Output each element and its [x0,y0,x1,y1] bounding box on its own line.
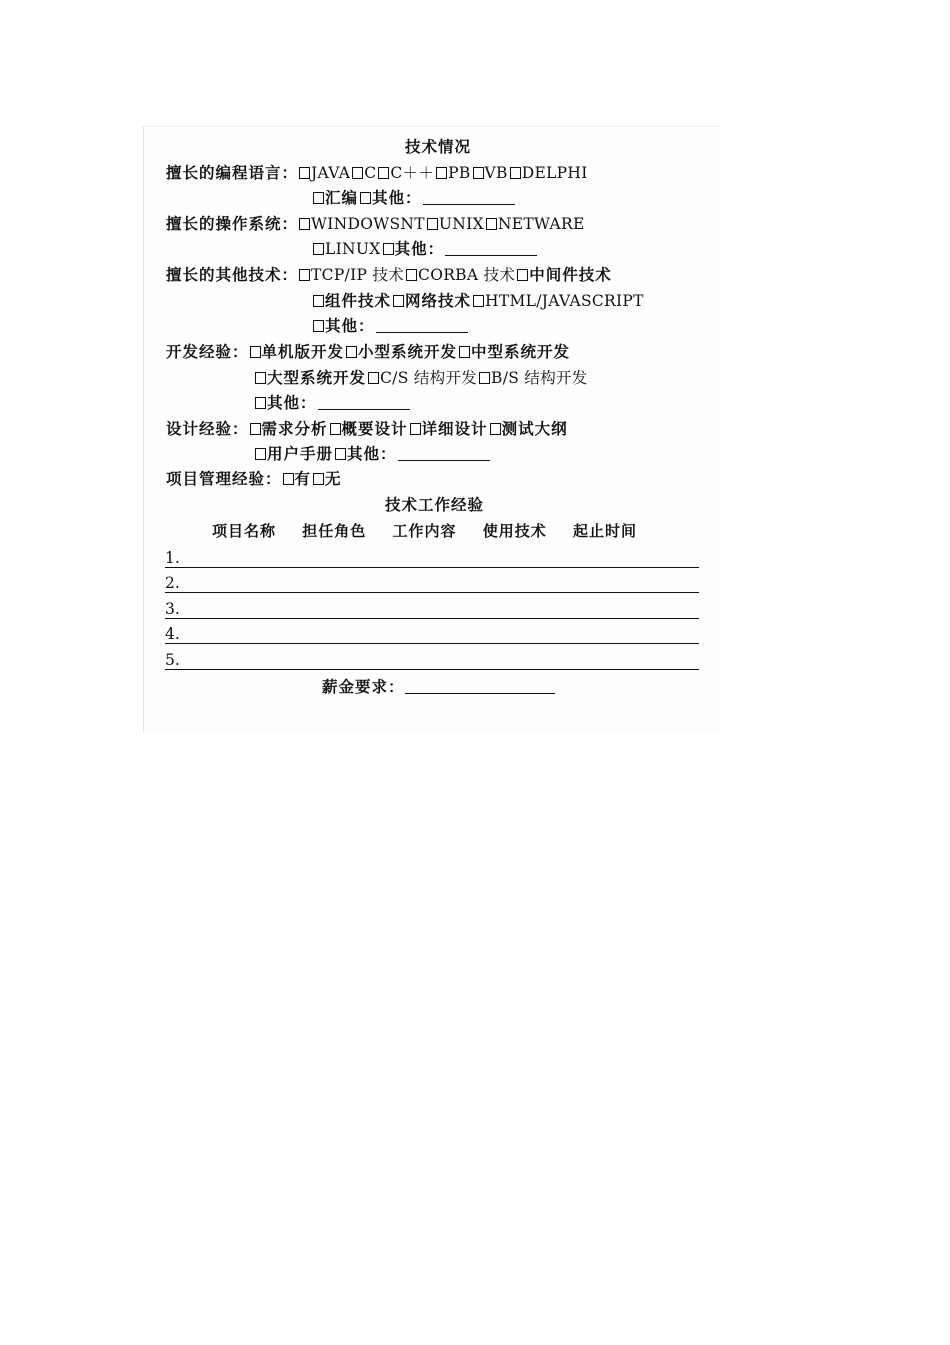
row-number: 5. [165,651,180,669]
row-line [165,567,699,568]
checkbox[interactable] [346,346,357,358]
checkbox[interactable] [330,423,341,435]
work-columns [212,521,657,541]
option-bs: B/S 结构开发 [491,369,588,387]
work-row[interactable] [165,624,699,644]
option-requirements: 需求分析 [261,419,328,438]
row-number: 3. [165,600,180,618]
checkbox[interactable] [250,346,261,358]
option-other: 其他： [372,188,422,207]
work-title: 技术工作经验 [385,495,485,514]
column-header: 工作内容 [392,522,457,540]
row-number: 1. [165,549,180,567]
pm-line-1 [166,469,343,489]
option-pb: PB [448,164,471,182]
checkbox[interactable] [250,423,261,435]
option-tcpip: TCP/IP 技术 [311,266,405,284]
checkbox[interactable] [299,167,310,179]
checkbox[interactable] [510,167,521,179]
checkbox[interactable] [335,448,346,460]
design-line-1 [166,419,569,439]
option-netware: NETWARE [497,215,585,233]
checkbox[interactable] [427,218,438,230]
dev-label: 开发经验： [166,342,249,361]
option-html-js: HTML/JAVASCRIPT [485,292,644,310]
checkbox[interactable] [299,218,310,230]
dev-line-3 [254,393,410,413]
option-cs: C/S 结构开发 [380,369,478,387]
checkbox[interactable] [283,473,294,485]
row-line [165,669,699,670]
row-number: 4. [165,625,180,643]
option-yes: 有 [294,469,312,488]
dev-line-2 [254,368,589,388]
option-standalone: 单机版开发 [261,342,345,361]
option-no: 无 [325,469,342,488]
checkbox[interactable] [436,167,447,179]
option-detailed-design: 详细设计 [421,419,488,438]
work-row[interactable] [165,599,699,619]
checkbox[interactable] [313,320,324,332]
checkbox[interactable] [313,192,324,204]
os-line-1 [166,214,586,234]
fill-blank[interactable] [423,190,515,205]
other-line-2 [312,291,645,311]
fill-blank[interactable] [445,241,537,256]
checkbox[interactable] [255,397,266,409]
row-line [165,643,699,644]
fill-blank[interactable] [398,446,490,461]
checkbox[interactable] [459,346,470,358]
checkbox[interactable] [378,167,389,179]
salary-blank[interactable] [405,679,555,694]
work-row[interactable] [165,650,699,670]
design-line-2 [254,444,490,464]
checkbox[interactable] [313,243,324,255]
checkbox[interactable] [517,269,528,281]
row-number: 2. [165,574,180,592]
option-unix: UNIX [438,215,484,233]
column-header: 担任角色 [302,522,367,540]
pm-label: 项目管理经验： [166,469,282,488]
option-other: 其他： [347,444,397,463]
languages-line-1 [166,163,589,183]
column-header: 起止时间 [573,522,638,540]
option-test-outline: 测试大纲 [501,419,568,438]
option-cpp: C＋＋ [390,164,435,182]
salary-label: 薪金要求： [322,677,405,696]
dev-line-1 [166,342,571,362]
option-user-manual: 用户手册 [267,444,334,463]
option-assembly: 汇编 [325,188,359,207]
checkbox[interactable] [479,372,490,384]
option-middleware: 中间件技术 [529,265,612,284]
checkbox[interactable] [360,192,371,204]
option-other: 其他： [267,393,317,412]
checkbox[interactable] [255,372,266,384]
checkbox[interactable] [368,372,379,384]
checkbox[interactable] [255,448,266,460]
checkbox[interactable] [473,295,484,307]
other-label: 擅长的其他技术： [166,265,299,284]
other-line-1 [166,265,613,285]
option-windowsnt: WINDOWSNT [311,215,425,233]
option-small-system: 小型系统开发 [358,342,458,361]
option-vb: VB [484,164,508,182]
option-outline-design: 概要设计 [341,419,408,438]
os-line-2 [312,239,537,259]
option-other: 其他： [325,316,375,335]
languages-line-2 [312,188,515,208]
checkbox[interactable] [352,167,363,179]
os-label: 擅长的操作系统： [166,214,299,233]
column-header: 项目名称 [212,522,277,540]
work-row[interactable] [165,573,699,593]
work-row[interactable] [165,548,699,568]
option-medium-system: 中型系统开发 [471,342,571,361]
option-component: 组件技术 [325,291,392,310]
salary-line [322,677,555,697]
tech-title: 技术情况 [405,137,472,156]
option-other: 其他： [394,239,445,258]
checkbox[interactable] [410,423,421,435]
fill-blank[interactable] [318,395,410,410]
other-line-3 [312,316,468,336]
option-java: JAVA [311,164,351,182]
column-header: 使用技术 [482,522,547,540]
checkbox[interactable] [393,295,404,307]
checkbox[interactable] [313,473,324,485]
option-network: 网络技术 [405,291,472,310]
fill-blank[interactable] [376,318,468,333]
option-linux: LINUX [325,240,381,258]
checkbox[interactable] [486,218,497,230]
checkbox[interactable] [490,423,501,435]
checkbox[interactable] [383,243,394,255]
option-c: C [364,164,377,182]
row-line [165,592,699,593]
checkbox[interactable] [406,269,417,281]
design-label: 设计经验： [166,419,249,438]
option-delphi: DELPHI [521,164,588,182]
checkbox[interactable] [299,269,310,281]
checkbox[interactable] [473,167,484,179]
row-line [165,618,699,619]
checkbox[interactable] [313,295,324,307]
languages-label: 擅长的编程语言： [166,163,299,182]
option-large-system: 大型系统开发 [267,368,367,387]
option-corba: CORBA 技术 [418,266,516,284]
